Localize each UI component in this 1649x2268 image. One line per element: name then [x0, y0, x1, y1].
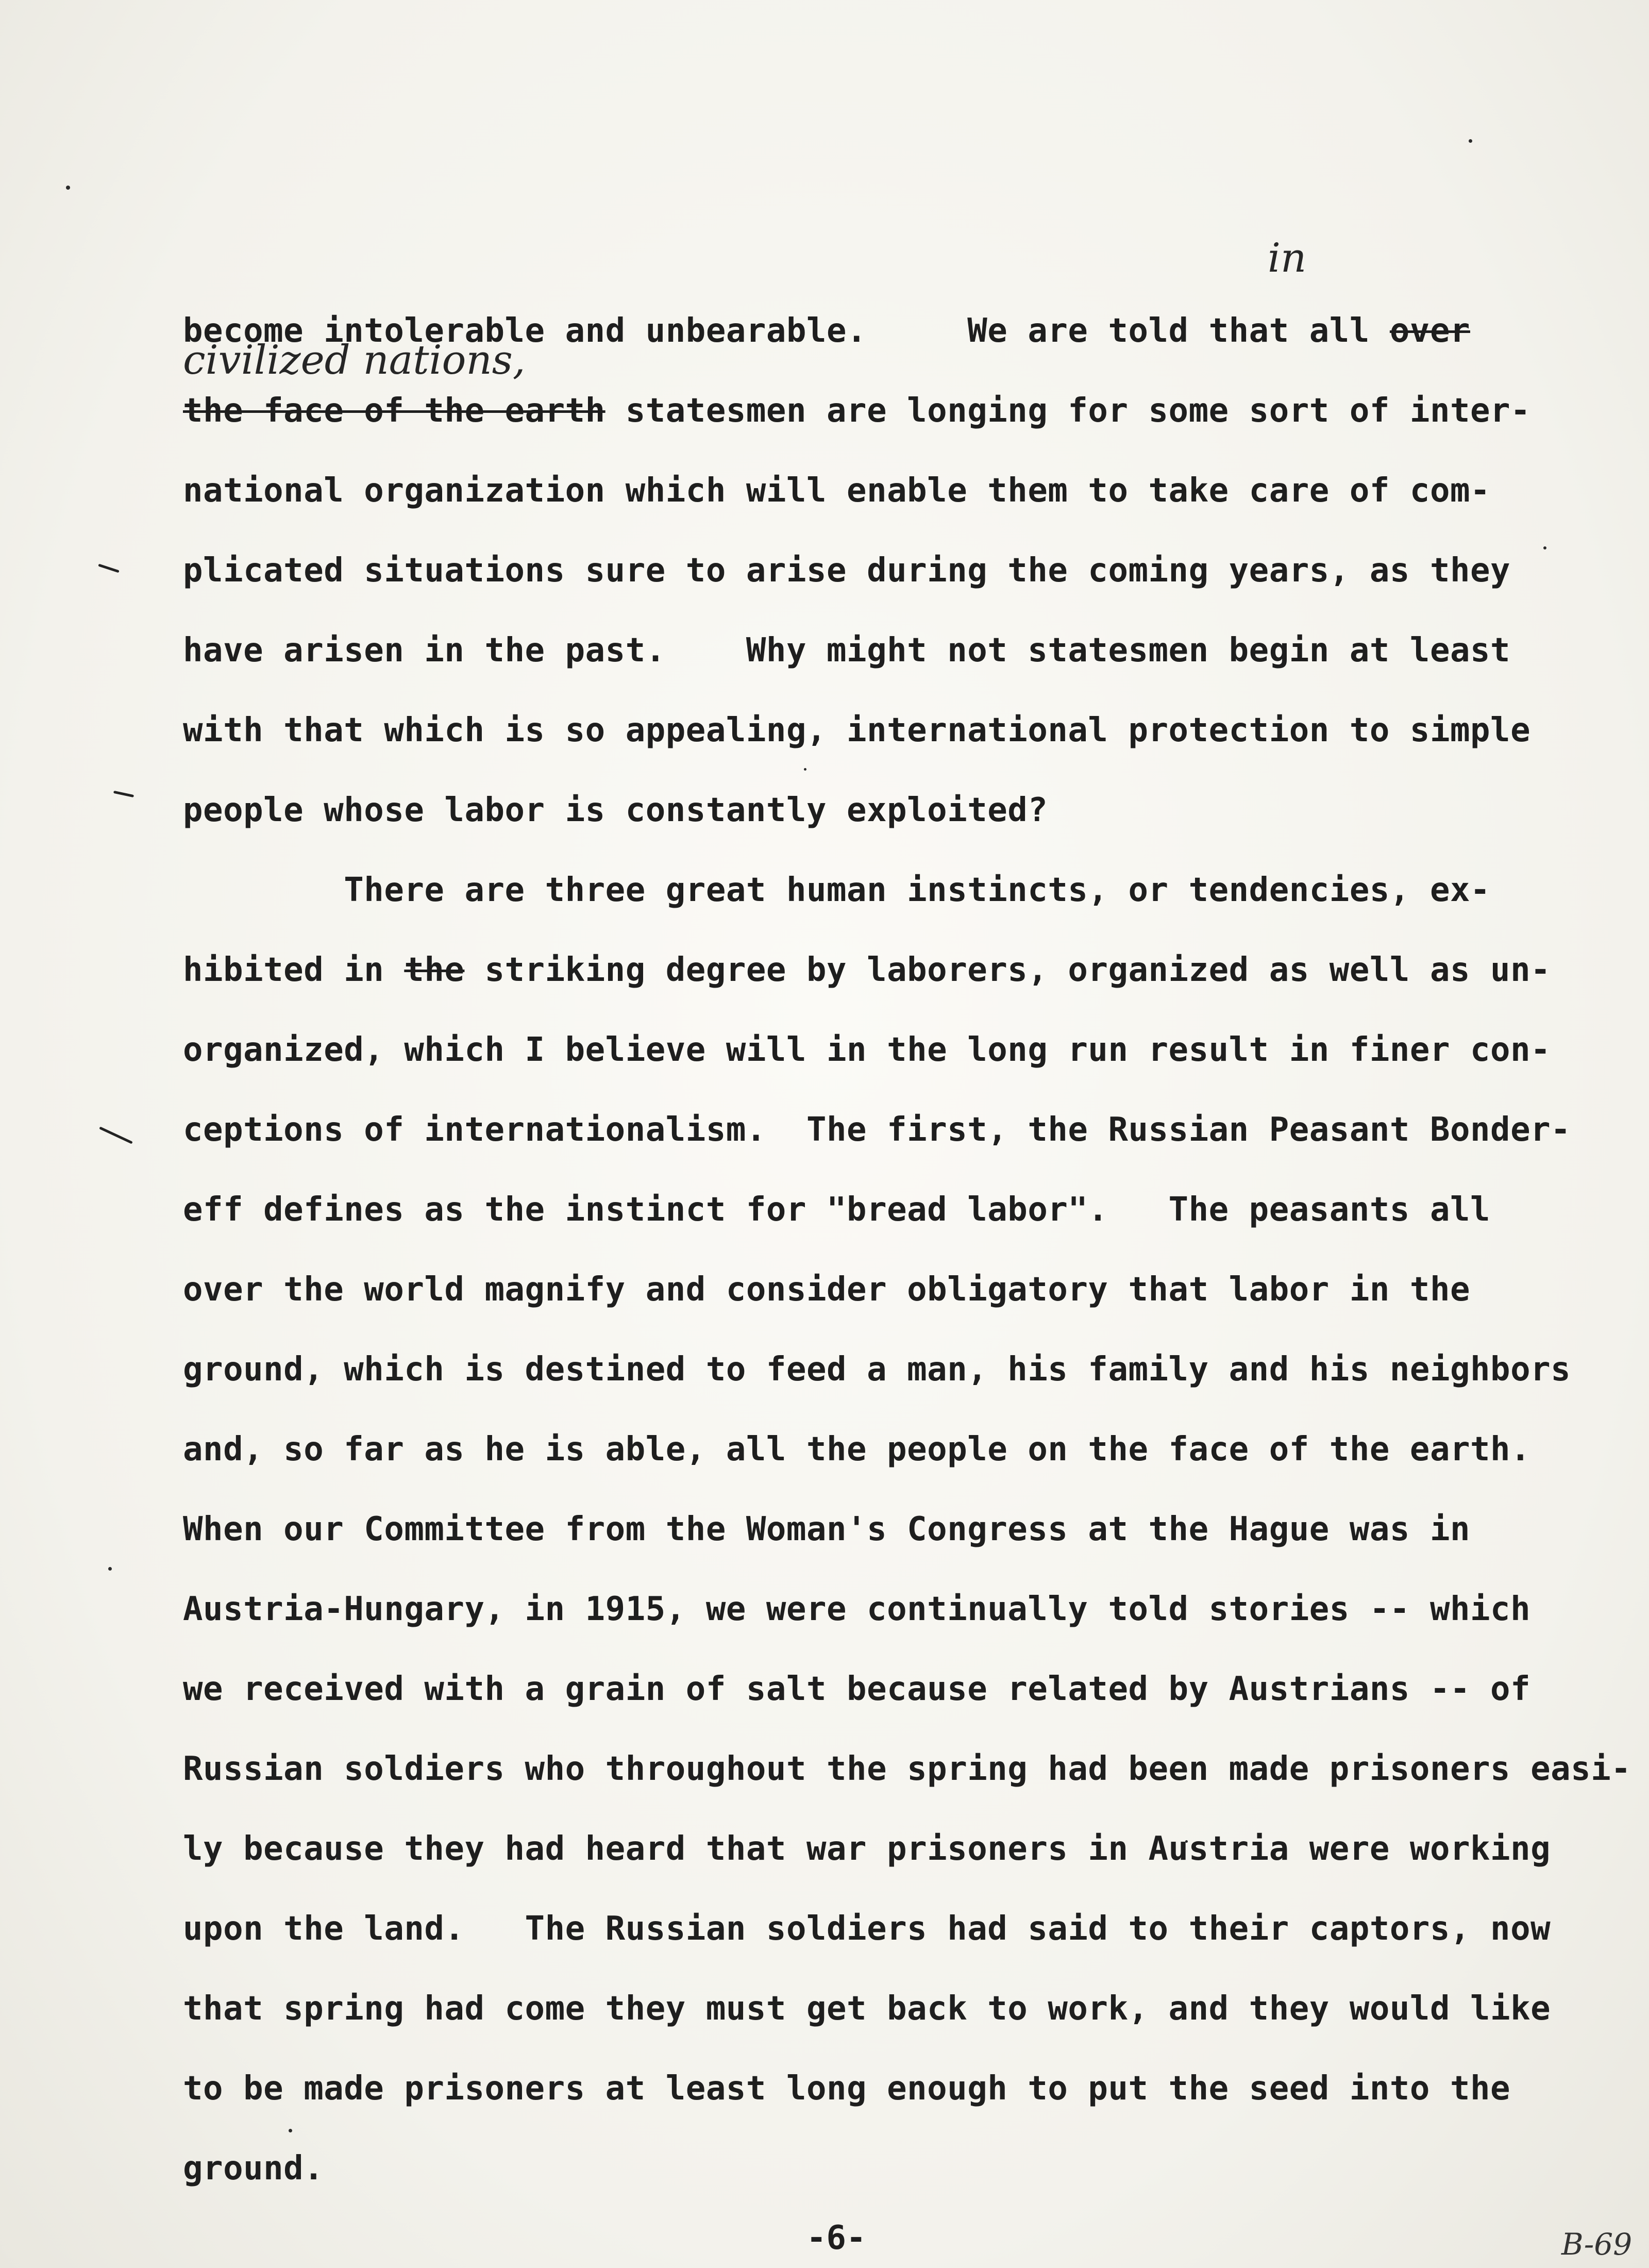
- struck-text: over: [1389, 312, 1470, 350]
- text-line: have arisen in the past. Why might not statesmen begin at least: [183, 631, 1511, 670]
- text-line: to be made prisoners at least long enough to put the seed into the: [183, 2070, 1511, 2108]
- text-line: ground, which is destined to feed a man, his family and his neighbors: [183, 1350, 1571, 1389]
- handwritten-insert-civilized-nations: civilized nations,: [183, 337, 526, 383]
- text-line: over the world magnify and consider obligatory that labor in the: [183, 1271, 1470, 1309]
- text-line: plicated situations sure to arise during the coming years, as they: [183, 552, 1511, 590]
- struck-text: the: [404, 951, 465, 989]
- struck-text: the face of the earth: [183, 392, 605, 430]
- text-line: organized, which I believe will in the long run result in finer con-: [183, 1031, 1551, 1069]
- text-line: and, so far as he is able, all the people on the face of the earth.: [183, 1430, 1531, 1469]
- scan-speck: [804, 768, 806, 771]
- text-line: ceptions of internationalism. The first, the Russian Peasant Bonder-: [183, 1111, 1571, 1149]
- text-line: with that which is so appealing, international protection to simple: [183, 711, 1531, 749]
- text-line: ly because they had heard that war prisoners in Austria were working: [183, 1830, 1551, 1868]
- text-line: national organization which will enable them to take care of com-: [183, 472, 1491, 510]
- text-line: There are three great human instincts, or tendencies, ex-: [183, 871, 1491, 909]
- page-number: -6-: [806, 2219, 866, 2257]
- margin-mark: [99, 1126, 133, 1144]
- scan-speck: [108, 1567, 112, 1571]
- text-line: Austria-Hungary, in 1915, we were continually told stories -- which: [183, 1590, 1531, 1628]
- scan-speck: [1543, 546, 1546, 549]
- text-line: we received with a grain of salt because related by Austrians -- of: [183, 1670, 1531, 1708]
- margin-mark: [113, 791, 134, 797]
- text-line: Russian soldiers who throughout the spring had been made prisoners easi-: [183, 1750, 1631, 1788]
- archive-reference-mark: B-69: [1561, 2227, 1633, 2262]
- text-line: people whose labor is constantly exploited?: [183, 791, 1048, 829]
- text-line: that spring had come they must get back to work, and they would like: [183, 1990, 1551, 2028]
- text-line: become intolerable and unbearable. We are told that all over: [183, 312, 1470, 350]
- margin-mark: [98, 564, 119, 573]
- handwritten-insert-in: in: [1268, 235, 1307, 281]
- text-line: upon the land. The Russian soldiers had said to their captors, now: [183, 1910, 1551, 1948]
- scan-speck: [66, 186, 70, 190]
- scan-speck: [289, 2129, 292, 2132]
- text-line: hibited in the striking degree by laborers, organized as well as un-: [183, 951, 1551, 989]
- text-line: eff defines as the instinct for "bread labor". The peasants all: [183, 1191, 1491, 1229]
- text-line: ground.: [183, 2149, 324, 2188]
- text-line: the face of the earth statesmen are longing for some sort of inter-: [183, 392, 1531, 430]
- text-line: When our Committee from the Woman's Congress at the Hague was in: [183, 1510, 1470, 1548]
- scan-speck: [1469, 139, 1472, 143]
